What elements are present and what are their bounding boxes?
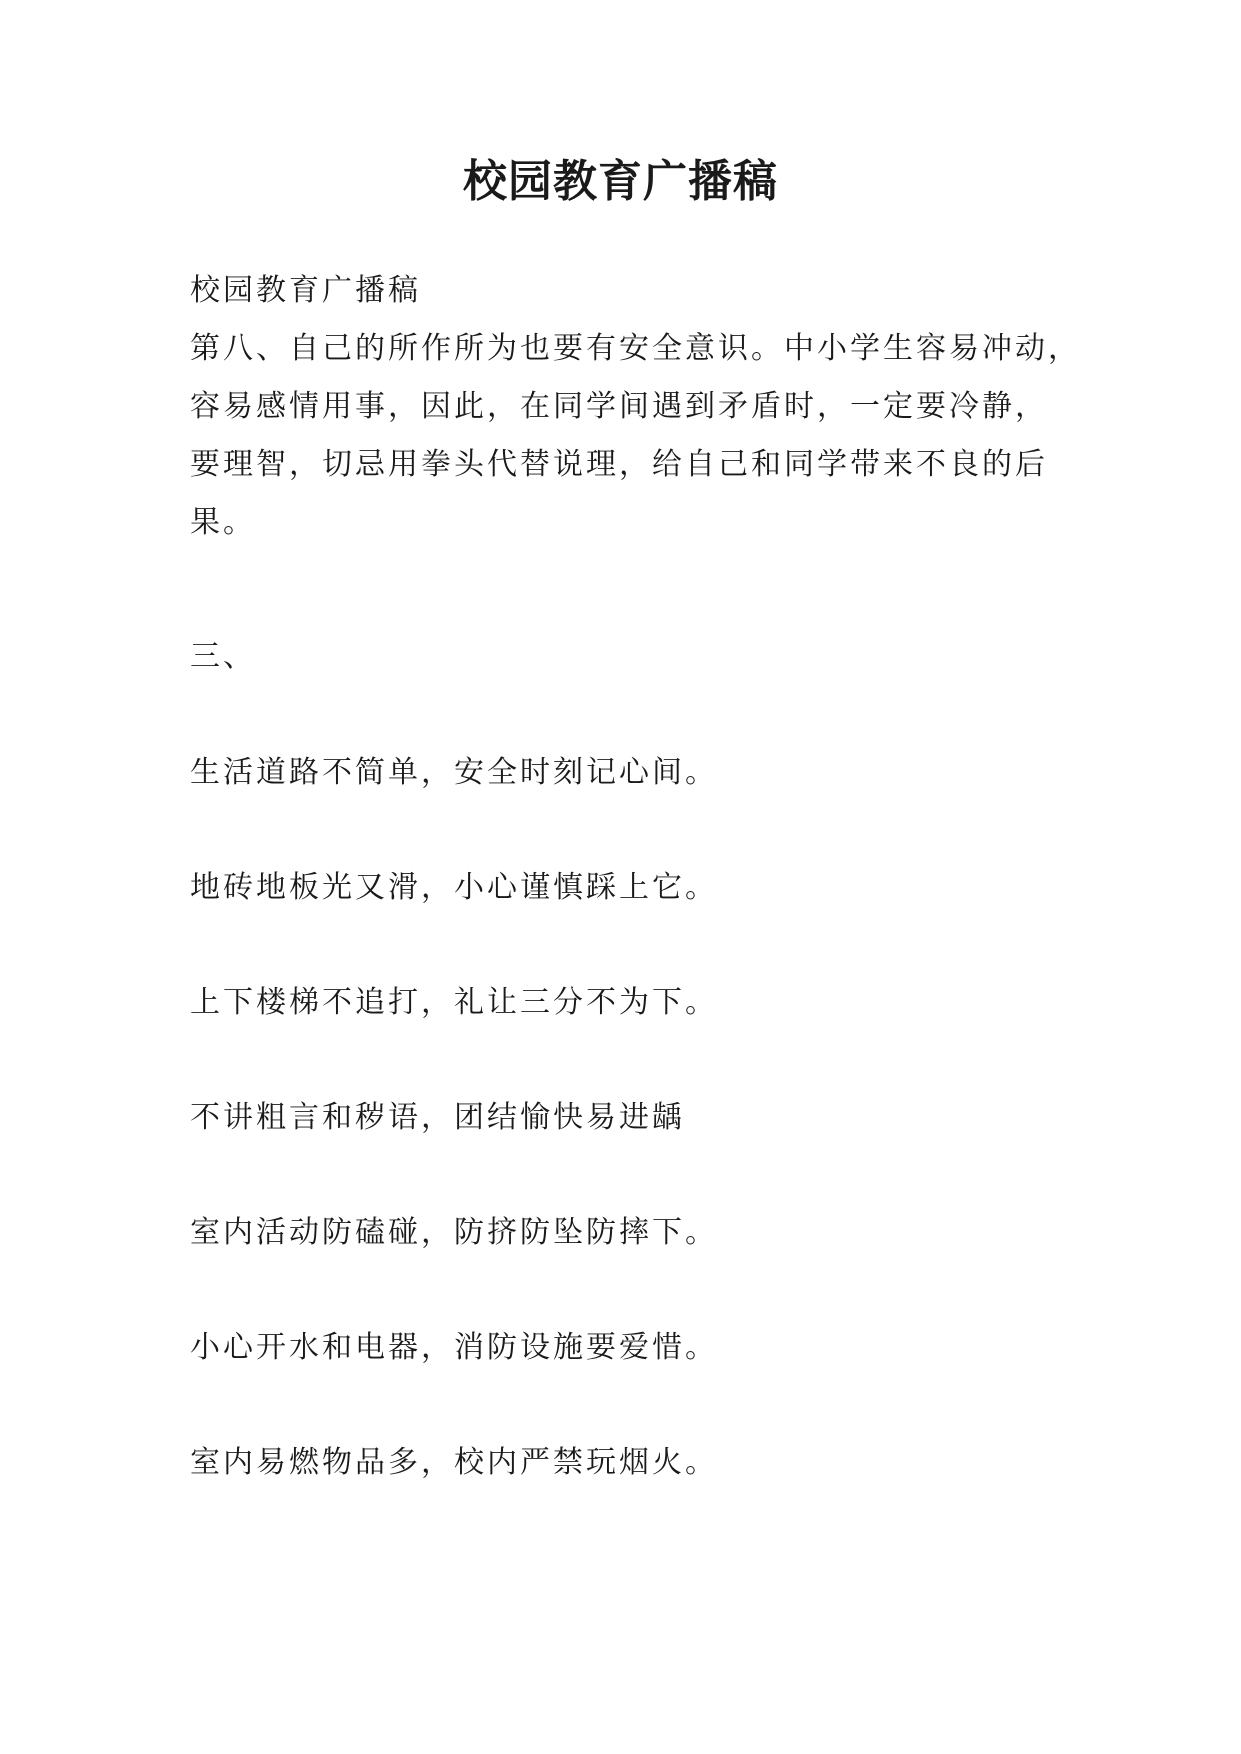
document-subtitle: 校园教育广播稿 xyxy=(190,273,421,308)
verse-line: 室内易燃物品多，校内严禁玩烟火。 xyxy=(190,1445,718,1480)
paragraph-line: 果。 xyxy=(190,505,256,540)
verse-line: 室内活动防磕碰，防挤防坠防摔下。 xyxy=(190,1215,718,1250)
verse-line: 上下楼梯不追打，礼让三分不为下。 xyxy=(190,985,718,1020)
document-title: 校园教育广播稿 xyxy=(463,156,778,207)
verse-line: 地砖地板光又滑，小心谨慎踩上它。 xyxy=(190,870,718,905)
paragraph-line: 第八、自己的所作所为也要有安全意识。中小学生容易冲动， xyxy=(190,331,1081,366)
verse-line: 小心开水和电器，消防设施要爱惜。 xyxy=(190,1330,718,1365)
section-heading: 三、 xyxy=(190,639,256,674)
verse-line: 不讲粗言和秽语，团结愉快易进龋 xyxy=(190,1100,685,1135)
verse-line: 生活道路不简单，安全时刻记心间。 xyxy=(190,755,718,790)
paragraph-line: 要理智，切忌用拳头代替说理，给自己和同学带来不良的后 xyxy=(190,447,1048,482)
paragraph-line: 容易感情用事，因此，在同学间遇到矛盾时，一定要冷静， xyxy=(190,389,1048,424)
